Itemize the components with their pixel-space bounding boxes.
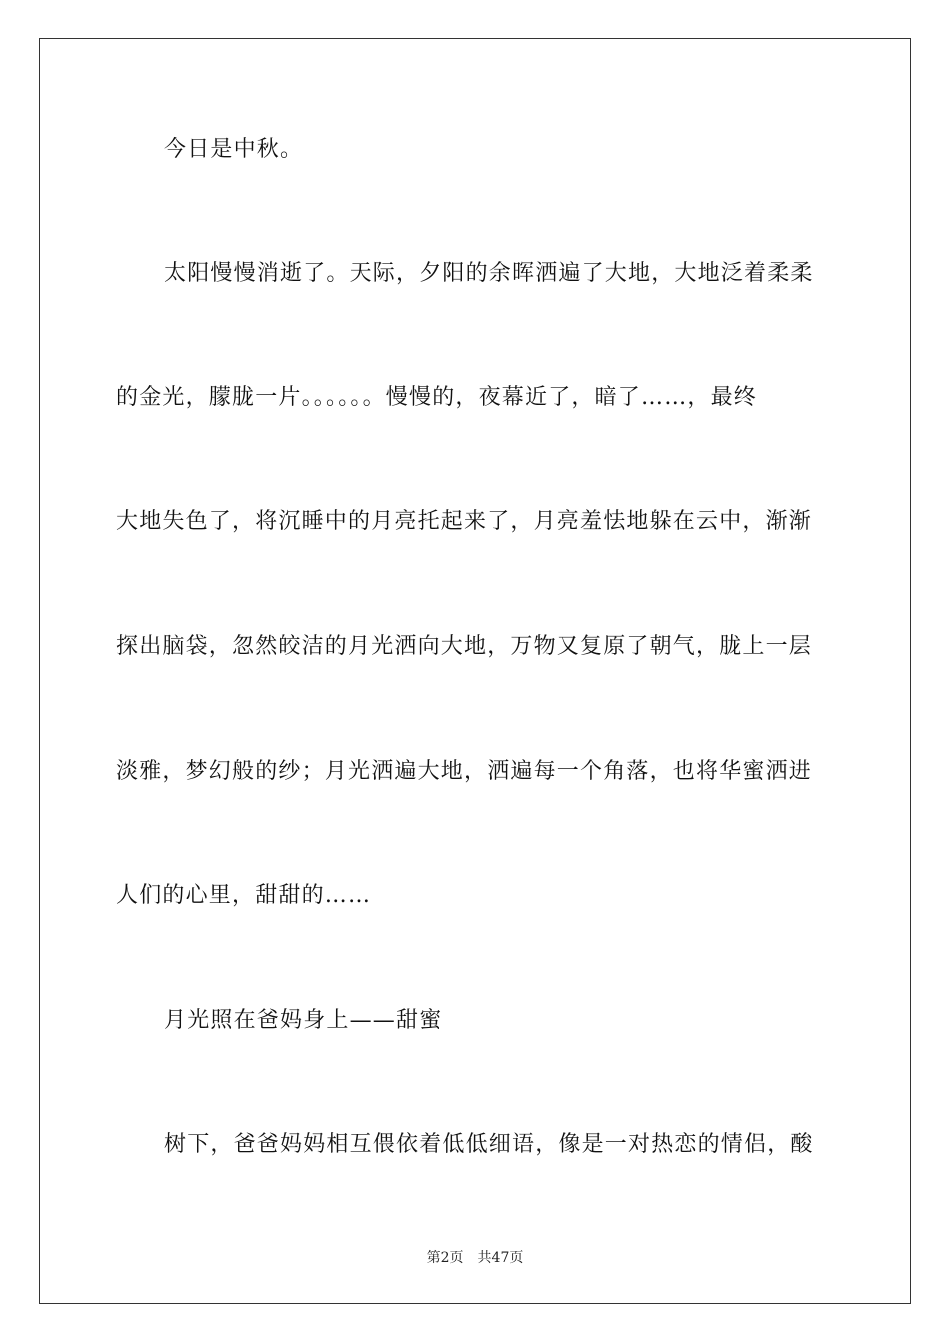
paragraph-line: 的金光，朦胧一片。。。。。。慢慢的，夜幕近了，暗了……，最终 <box>116 385 758 410</box>
paragraph-line: 今日是中秋。 <box>164 137 304 162</box>
page-total: 共47页 <box>477 1250 524 1266</box>
paragraph-line: 太阳慢慢消逝了。天际，夕阳的余晖洒遍了大地，大地泛着柔柔 <box>164 261 814 286</box>
section-heading: 月光照在爸妈身上——甜蜜 <box>164 1008 443 1033</box>
page-border <box>39 38 911 1304</box>
paragraph-line: 树下，爸爸妈妈相互偎依着低低细语，像是一对热恋的情侣，酸 <box>164 1132 814 1157</box>
paragraph-line: 探出脑袋，忽然皎洁的月光洒向大地，万物又复原了朝气，胧上一层 <box>116 634 813 659</box>
page-number: 第2页 <box>426 1250 464 1266</box>
paragraph-line: 人们的心里，甜甜的…… <box>116 883 372 908</box>
paragraph-line: 大地失色了，将沉睡中的月亮托起来了，月亮羞怯地躲在云中，渐渐 <box>116 509 813 534</box>
paragraph-line: 淡雅，梦幻般的纱；月光洒遍大地，洒遍每一个角落，也将华蜜洒进 <box>116 759 813 784</box>
page-footer <box>0 1247 950 1267</box>
